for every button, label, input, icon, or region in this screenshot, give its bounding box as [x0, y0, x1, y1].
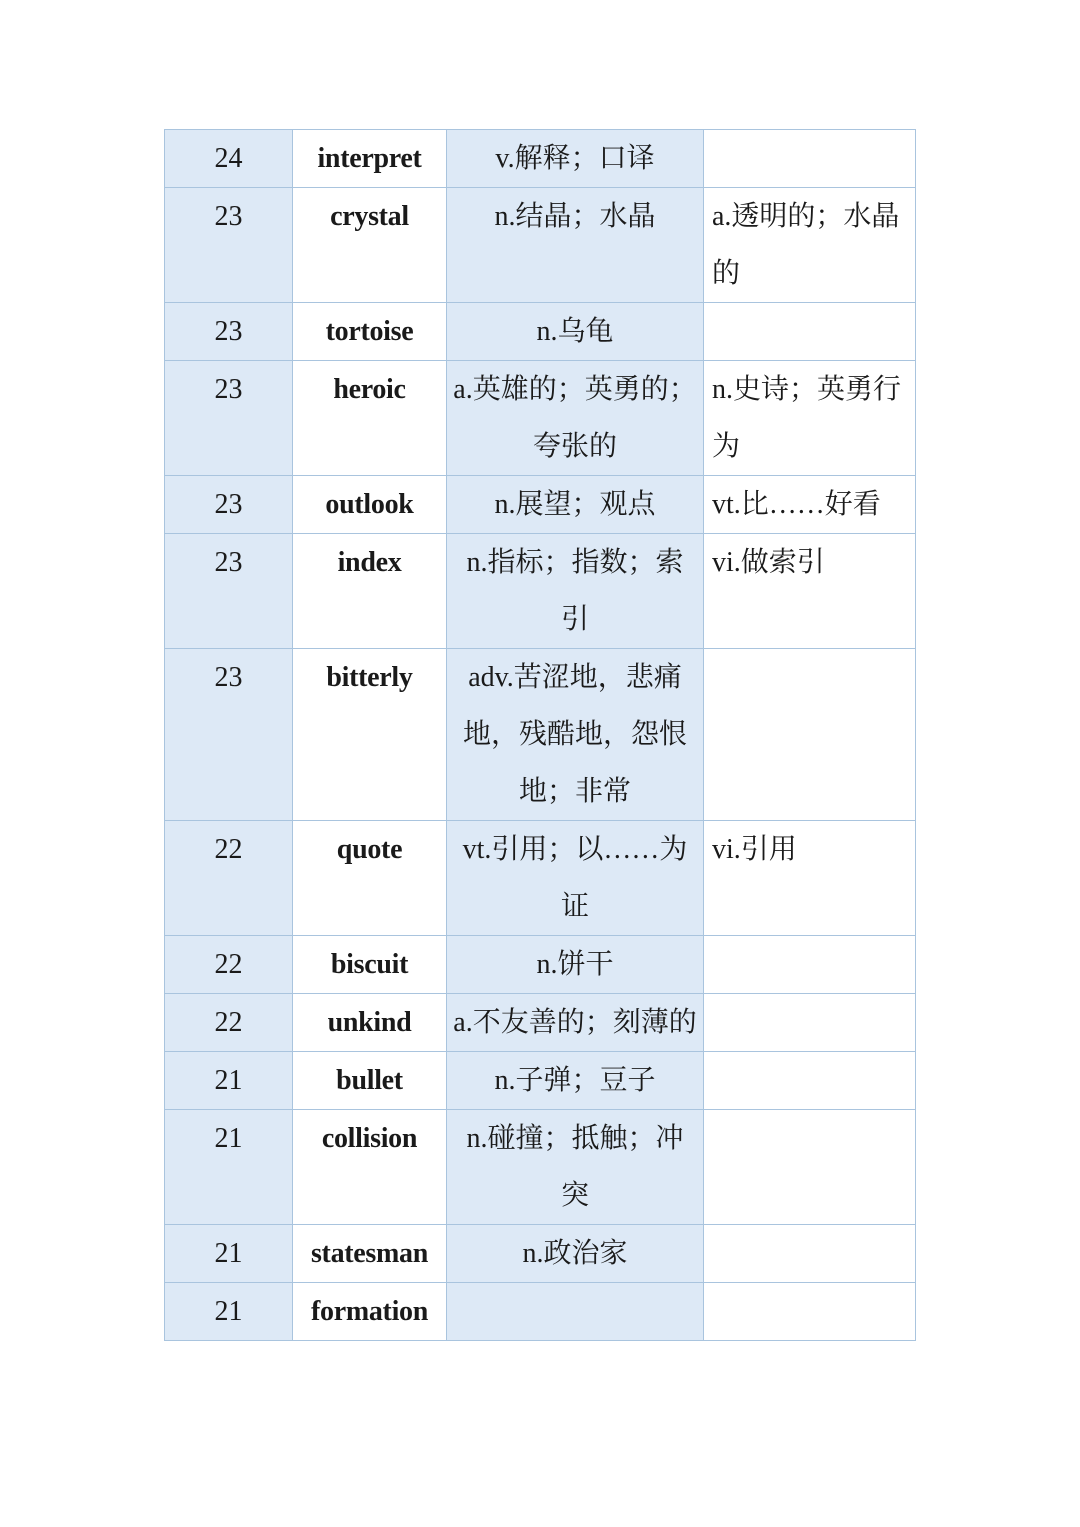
- word-cell: formation: [293, 1283, 447, 1341]
- frequency-cell: 22: [165, 821, 293, 936]
- extra-definition-cell: [704, 994, 916, 1052]
- frequency-cell: 23: [165, 361, 293, 476]
- definition-cell: n.政治家: [447, 1225, 704, 1283]
- word-cell: bullet: [293, 1052, 447, 1110]
- word-cell: tortoise: [293, 303, 447, 361]
- frequency-cell: 23: [165, 188, 293, 303]
- extra-definition-cell: vi.引用: [704, 821, 916, 936]
- word-cell: statesman: [293, 1225, 447, 1283]
- frequency-cell: 21: [165, 1225, 293, 1283]
- word-cell: quote: [293, 821, 447, 936]
- table-row: [165, 476, 916, 534]
- extra-definition-cell: [704, 130, 916, 188]
- word-cell: heroic: [293, 361, 447, 476]
- extra-definition-cell: vi.做索引: [704, 534, 916, 649]
- frequency-cell: 23: [165, 303, 293, 361]
- definition-cell: n.结晶；水晶: [447, 188, 704, 303]
- table-row: [165, 1110, 916, 1225]
- extra-definition-cell: [704, 1110, 916, 1225]
- table-row: [165, 303, 916, 361]
- definition-cell: adv.苦涩地，悲痛地，残酷地，怨恨地；非常: [447, 649, 704, 821]
- frequency-cell: 22: [165, 994, 293, 1052]
- table-row: [165, 361, 916, 476]
- vocabulary-table-body: [165, 130, 916, 1341]
- extra-definition-cell: [704, 303, 916, 361]
- word-cell: bitterly: [293, 649, 447, 821]
- definition-cell: [447, 1283, 704, 1341]
- word-cell: crystal: [293, 188, 447, 303]
- definition-cell: a.不友善的；刻薄的: [447, 994, 704, 1052]
- extra-definition-cell: vt.比……好看: [704, 476, 916, 534]
- table-row: [165, 130, 916, 188]
- table-row: [165, 534, 916, 649]
- table-row: [165, 1052, 916, 1110]
- definition-cell: n.碰撞；抵触；冲突: [447, 1110, 704, 1225]
- table-row: [165, 188, 916, 303]
- word-cell: index: [293, 534, 447, 649]
- word-cell: outlook: [293, 476, 447, 534]
- definition-cell: n.指标；指数；索引: [447, 534, 704, 649]
- vocabulary-table: [164, 129, 916, 1341]
- table-row: [165, 936, 916, 994]
- definition-cell: n.饼干: [447, 936, 704, 994]
- frequency-cell: 23: [165, 649, 293, 821]
- extra-definition-cell: a.透明的；水晶的: [704, 188, 916, 303]
- frequency-cell: 21: [165, 1283, 293, 1341]
- word-cell: biscuit: [293, 936, 447, 994]
- frequency-cell: 23: [165, 534, 293, 649]
- frequency-cell: 21: [165, 1052, 293, 1110]
- frequency-cell: 23: [165, 476, 293, 534]
- word-cell: interpret: [293, 130, 447, 188]
- definition-cell: n.乌龟: [447, 303, 704, 361]
- table-row: [165, 649, 916, 821]
- extra-definition-cell: [704, 1225, 916, 1283]
- table-row: [165, 821, 916, 936]
- table-row: [165, 1225, 916, 1283]
- extra-definition-cell: [704, 936, 916, 994]
- definition-cell: vt.引用；以……为证: [447, 821, 704, 936]
- definition-cell: n.展望；观点: [447, 476, 704, 534]
- table-row: [165, 994, 916, 1052]
- frequency-cell: 21: [165, 1110, 293, 1225]
- frequency-cell: 22: [165, 936, 293, 994]
- definition-cell: v.解释；口译: [447, 130, 704, 188]
- table-row: [165, 1283, 916, 1341]
- frequency-cell: 24: [165, 130, 293, 188]
- definition-cell: n.子弹；豆子: [447, 1052, 704, 1110]
- extra-definition-cell: [704, 1283, 916, 1341]
- word-cell: collision: [293, 1110, 447, 1225]
- extra-definition-cell: n.史诗；英勇行为: [704, 361, 916, 476]
- definition-cell: a.英雄的；英勇的；夸张的: [447, 361, 704, 476]
- word-cell: unkind: [293, 994, 447, 1052]
- extra-definition-cell: [704, 649, 916, 821]
- extra-definition-cell: [704, 1052, 916, 1110]
